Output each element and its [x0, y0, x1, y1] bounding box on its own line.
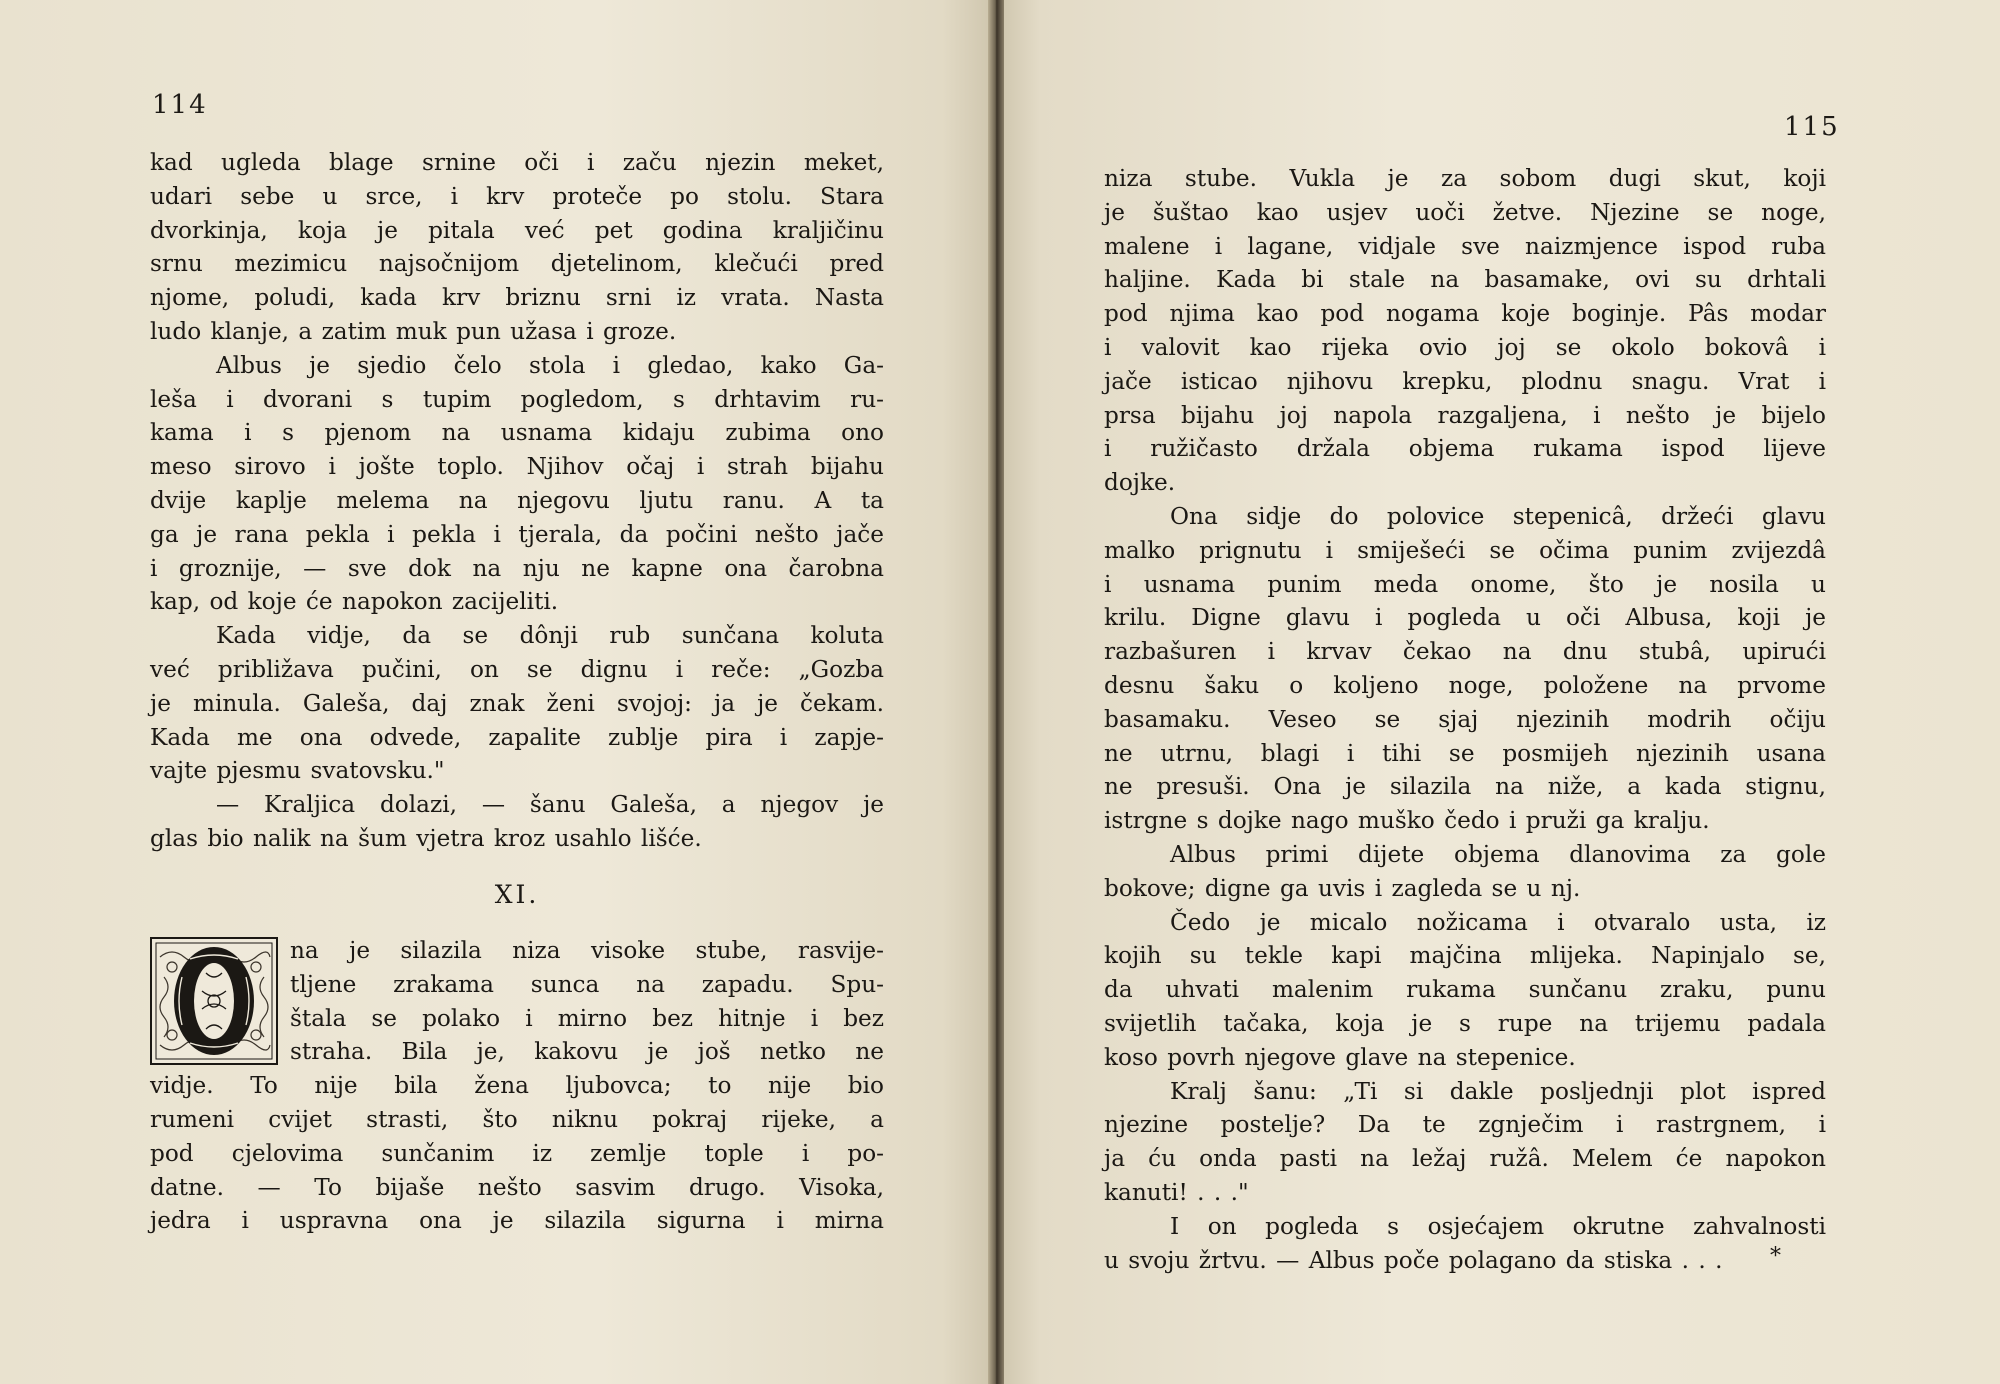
text-line: dojke.	[1104, 469, 1176, 497]
text-line: vajte pjesmu svatovsku."	[150, 757, 445, 785]
text-line: krilu. Digne glavu i pogleda u oči Albusa, koji je	[1104, 604, 1826, 632]
text-line: malko prignutu i smiješeći se očima punim zvijezdâ	[1104, 536, 1826, 564]
text-line: kama i s pjenom na usnama kidaju zubima ono	[150, 419, 884, 447]
text-line: bokove; digne ga uvis i zagleda se u nj.	[1104, 874, 1581, 902]
text-line: leša i dvorani s tupim pogledom, s drhtavim ru-	[150, 385, 884, 413]
text-line: I on pogleda s osjećajem okrutne zahvalnosti	[1170, 1212, 1826, 1240]
left-page-body	[150, 146, 884, 856]
text-line: malene i lagane, vidjale sve naizmjence ispod ruba	[1104, 232, 1826, 260]
text-line: kap, od koje će napokon zacijeliti.	[150, 588, 559, 616]
text-line: Albus je sjedio čelo stola i gledao, kako Ga-	[216, 351, 884, 379]
text-line: glas bio nalik na šum vjetra kroz usahlo lišće.	[150, 824, 702, 852]
drop-cap-o-illustration	[150, 937, 278, 1065]
text-line: svijetlih tačaka, koja je s rupe na trijemu padala	[1104, 1009, 1826, 1037]
text-line: kad ugleda blage srnine oči i začu njezin meket,	[150, 149, 884, 176]
text-line: Čedo je micalo nožicama i otvaralo usta, iz	[1170, 908, 1826, 936]
chapter-opening-text	[150, 934, 884, 1238]
text-line: ne presuši. Ona je silazila na niže, a kada stignu,	[1104, 773, 1826, 801]
text-line: udari sebe u srce, i krv proteče po stolu. Stara	[150, 182, 884, 210]
text-line: basamaku. Veseo se sjaj njezinih modrih očiju	[1104, 705, 1826, 733]
text-line: istrgne s dojke nago muško čedo i pruži ga kralju.	[1104, 807, 1710, 835]
text-line: prsa bijahu joj napola razgaljena, i nešto je bijelo	[1104, 401, 1826, 429]
text-line: ludo klanje, a zatim muk pun užasa i groze.	[150, 317, 677, 345]
text-line: već približava pučini, on se dignu i reče: „Gozba	[150, 655, 884, 683]
text-line: njome, poludi, kada krv briznu srni iz vrata. Nasta	[150, 284, 884, 312]
text-line: i ružičasto držala objema rukama ispod lijeve	[1104, 435, 1826, 463]
text-line: haljine. Kada bi stale na basamake, ovi su drhtali	[1104, 266, 1826, 294]
text-line: srnu mezimicu najsočnijom djetelinom, klečući pred	[150, 250, 884, 278]
text-line: je šuštao kao usjev uoči žetve. Njezine se noge,	[1104, 198, 1826, 226]
text-line: jedra i uspravna ona je silazila sigurna i mirna	[150, 1207, 884, 1235]
text-line: dvorkinja, koja je pitala već pet godina kraljičinu	[150, 216, 884, 244]
text-line: koso povrh njegove glave na stepenice.	[1104, 1043, 1576, 1071]
text-line: i valovit kao rijeka ovio joj se okolo bokovâ i	[1104, 333, 1826, 361]
text-line: u svoju žrtvu. — Albus poče polagano da stiska . . .	[1104, 1246, 1723, 1274]
right-page-body	[1104, 162, 1826, 1277]
text-line: štala se polako i mirno bez hitnje i bez	[290, 1004, 884, 1032]
text-line: niza stube. Vukla je za sobom dugi skut, koji	[1104, 165, 1826, 192]
text-line: je minula. Galeša, daj znak ženi svojoj: ja je čekam.	[150, 689, 884, 717]
text-line: Albus primi dijete objema dlanovima za gole	[1170, 840, 1826, 868]
chapter-heading: XI.	[494, 880, 540, 909]
text-line: desnu šaku o koljeno noge, položene na prvome	[1104, 671, 1826, 699]
text-line: datne. — To bijaše nešto sasvim drugo. Visoka,	[150, 1173, 884, 1201]
text-line: dvije kaplje melema na njegovu ljutu ranu. A ta	[150, 486, 884, 514]
text-line: i usnama punim meda onome, što je nosila u	[1104, 570, 1826, 598]
text-line: pod cjelovima sunčanim iz zemlje tople i po-	[150, 1139, 884, 1167]
text-line: vidje. To nije bila žena ljubovca; to nije bio	[150, 1072, 884, 1100]
text-line: njezine postelje? Da te zgnječim i rastrgnem, i	[1104, 1111, 1826, 1139]
text-line: i groznije, — sve dok na nju ne kapne ona čarobna	[150, 554, 884, 582]
page-number-left: 114	[152, 90, 208, 120]
text-line: kojih su tekle kapi majčina mlijeka. Napinjalo se,	[1104, 942, 1826, 970]
text-line: da uhvati malenim rukama sunčanu zraku, punu	[1104, 976, 1826, 1004]
text-line: Kralj šanu: „Ti si dakle posljednji plot ispred	[1170, 1077, 1826, 1105]
text-line: jače isticao njihovu krepku, plodnu snagu. Vrat i	[1104, 367, 1826, 395]
text-line: Kada vidje, da se dônji rub sunčana koluta	[216, 622, 884, 650]
text-line: straha. Bila je, kakovu je još netko ne	[290, 1038, 884, 1066]
text-line: ga je rana pekla i pekla i tjerala, da počini nešto jače	[150, 520, 884, 548]
text-line: pod njima kao pod nogama koje boginje. Pâs modar	[1104, 300, 1826, 328]
text-line: Ona sidje do polovice stepenicâ, držeći glavu	[1170, 502, 1826, 530]
text-line: na je silazila niza visoke stube, rasvije-	[290, 937, 884, 964]
page-number-right: 115	[1784, 112, 1840, 142]
text-line: ne utrnu, blagi i tihi se posmijeh njezinih usana	[1104, 739, 1826, 767]
text-line: rumeni cvijet strasti, što niknu pokraj rijeke, a	[150, 1105, 884, 1133]
chapter-lines-full-width	[150, 1069, 884, 1238]
text-line: tljene zrakama sunca na zapadu. Spu-	[290, 970, 884, 998]
text-line: — Kraljica dolazi, — šanu Galeša, a njegov je	[216, 791, 884, 819]
text-line: meso sirovo i jošte toplo. Njihov očaj i strah bijahu	[150, 453, 884, 481]
text-line: Kada me ona odvede, zapalite zublje pira i zapje-	[150, 723, 884, 751]
text-line: ja ću onda pasti na ležaj ružâ. Melem će napokon	[1104, 1145, 1826, 1173]
text-line: kanuti! . . ."	[1104, 1178, 1249, 1206]
end-mark: *	[1770, 1244, 1781, 1269]
text-line: razbašuren i krvav čekao na dnu stubâ, upirući	[1104, 638, 1826, 666]
book-gutter	[988, 0, 1004, 1384]
